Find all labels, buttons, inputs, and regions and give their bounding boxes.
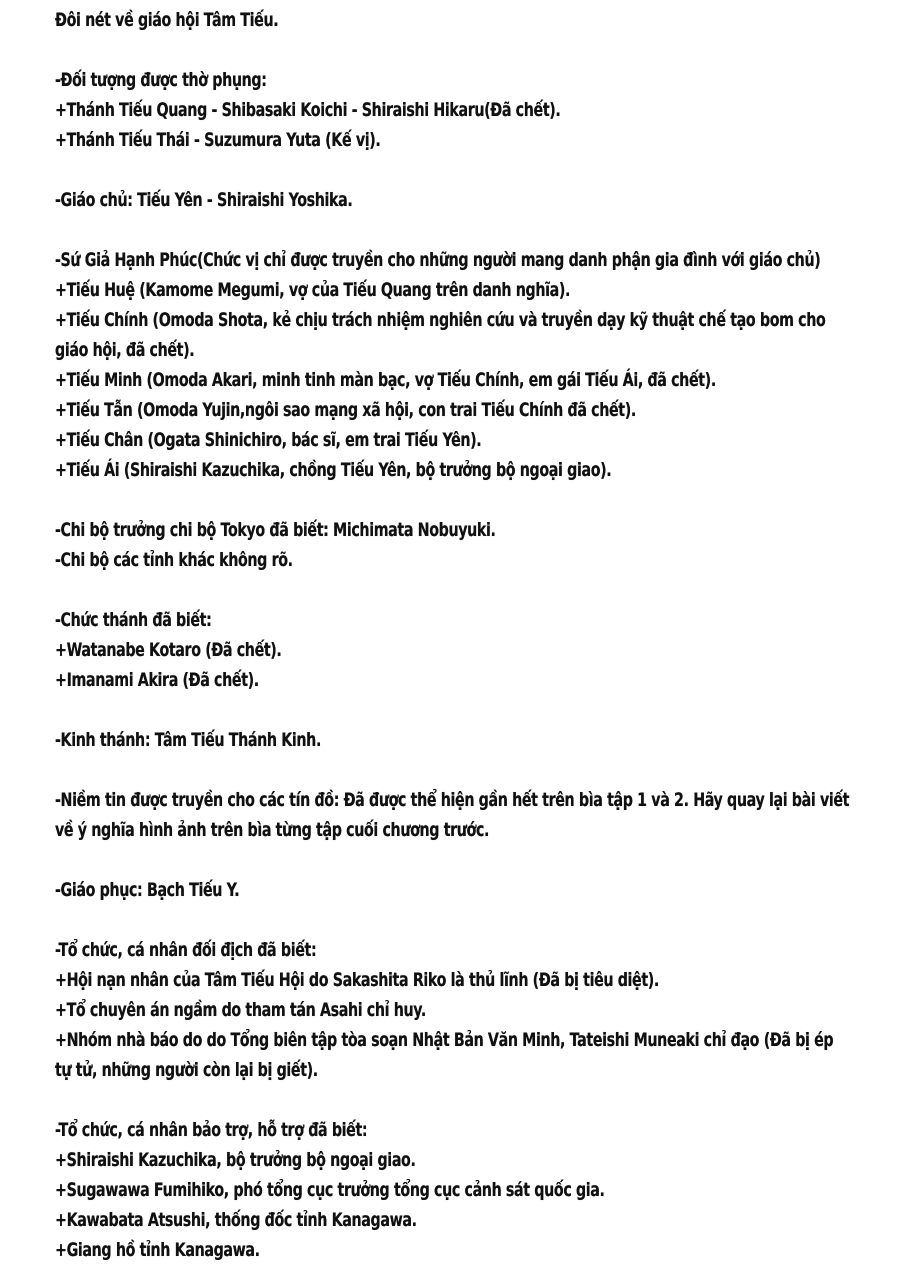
text-line: +Kawabata Atsushi, thống đốc tỉnh Kanagawa. [55,1209,417,1231]
text-line: tự tử, những người còn lại bị giết). [55,1059,318,1081]
text-line: -Tổ chức, cá nhân bảo trợ, hỗ trợ đã biết: [55,1119,368,1141]
text-line: giáo hội, đã chết). [55,339,195,361]
text-line: +Tiếu Chân (Ogata Shinichiro, bác sĩ, em trai Tiếu Yên). [55,429,482,451]
paragraph-known-patrons [55,1115,900,1265]
text-line: -Chức thánh đã biết: [55,609,212,631]
paragraph-holy-book [55,725,900,755]
text-line: +Sugawawa Fumihiko, phó tổng cục trưởng tổng cục cảnh sát quốc gia. [55,1179,605,1201]
text-line: +Tiếu Minh (Omoda Akari, minh tinh màn bạc, vợ Tiếu Chính, em gái Tiếu Ái, đã chết). [55,369,716,391]
text-line: +Tổ chuyên án ngầm do tham tán Asahi chỉ huy. [55,999,426,1021]
text-line: +Tiếu Chính (Omoda Shota, kẻ chịu trách nhiệm nghiên cứu và truyền dạy kỹ thuật chế tạo bom cho [55,309,826,331]
paragraph-church-leader [55,185,900,215]
text-line: +Thánh Tiếu Quang - Shibasaki Koichi - Shiraishi Hikaru(Đã chết). [55,99,561,121]
text-line: +Giang hồ tỉnh Kanagawa. [55,1239,260,1261]
paragraph-title [55,5,900,35]
paragraph-branch-leaders [55,515,900,575]
paragraph-vestments [55,875,900,905]
text-line: -Giáo phục: Bạch Tiếu Y. [55,879,240,901]
text-line: về ý nghĩa hình ảnh trên bìa từng tập cuối chương trước. [55,819,490,841]
text-line: -Giáo chủ: Tiếu Yên - Shiraishi Yoshika. [55,189,353,211]
text-line: -Chi bộ trưởng chi bộ Tokyo đã biết: Michimata Nobuyuki. [55,519,496,541]
text-line: +Tiếu Huệ (Kamome Megumi, vợ của Tiếu Quang trên danh nghĩa). [55,279,571,301]
paragraph-known-clergy [55,605,900,695]
text-line: -Đối tượng được thờ phụng: [55,69,267,91]
text-line: +Shiraishi Kazuchika, bộ trưởng bộ ngoại giao. [55,1149,416,1171]
text-line: +Watanabe Kotaro (Đã chết). [55,639,282,661]
paragraph-happiness-messengers [55,245,900,485]
text-line: +Tiếu Tẫn (Omoda Yujin,ngôi sao mạng xã hội, con trai Tiếu Chính đã chết). [55,399,636,421]
paragraph-beliefs [55,785,900,845]
paragraph-worship-objects [55,65,900,155]
text-line: -Chi bộ các tỉnh khác không rõ. [55,549,293,571]
text-line: +Nhóm nhà báo do do Tổng biên tập tòa soạn Nhật Bản Văn Minh, Tateishi Muneaki chỉ đạo (Đã bị ép [55,1029,834,1051]
document-text [55,5,900,1265]
text-line: -Tổ chức, cá nhân đối địch đã biết: [55,939,317,961]
text-line: -Sứ Giả Hạnh Phúc(Chức vị chỉ được truyền cho những người mang danh phận gia đình với giáo chủ) [55,249,821,271]
text-line: +Tiếu Ái (Shiraishi Kazuchika, chồng Tiếu Yên, bộ trưởng bộ ngoại giao). [55,459,612,481]
text-line: Đôi nét về giáo hội Tâm Tiếu. [55,9,279,31]
text-line: +Imanami Akira (Đã chết). [55,669,259,691]
text-line: -Kinh thánh: Tâm Tiếu Thánh Kinh. [55,729,321,751]
text-line: +Thánh Tiếu Thái - Suzumura Yuta (Kế vị). [55,129,381,151]
text-line: +Hội nạn nhân của Tâm Tiếu Hội do Sakashita Riko là thủ lĩnh (Đã bị tiêu diệt). [55,969,659,991]
text-line: -Niềm tin được truyền cho các tín đồ: Đã được thể hiện gần hết trên bìa tập 1 và 2. Hãy quay lại bài viết [55,789,850,811]
paragraph-known-enemies [55,935,900,1085]
